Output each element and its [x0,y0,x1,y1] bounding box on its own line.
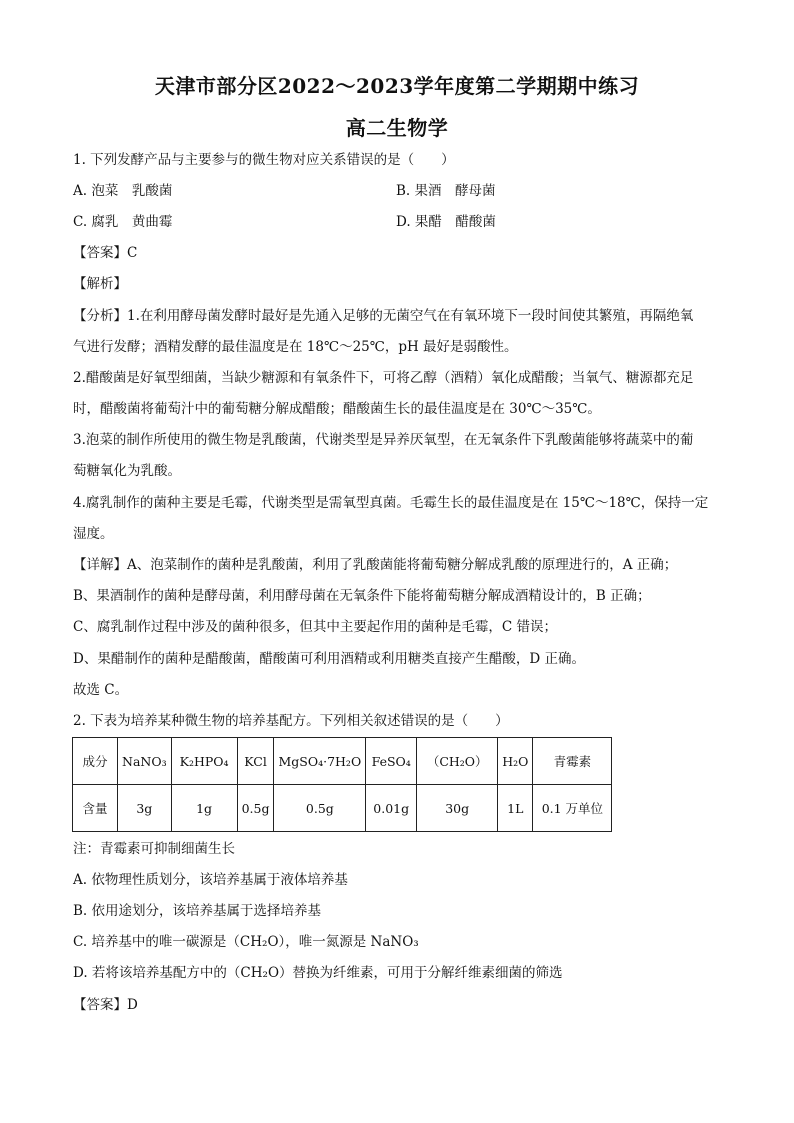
q2-option-c: C. 培养基中的唯一碳源是（CH₂O），唯一氮源是 NaNO₃ [73,934,419,950]
q1-detail-line: 【详解】A、泡菜制作的菌种是乳酸菌，利用了乳酸菌能将葡萄糖分解成乳酸的原理进行的，A 正确； [73,557,678,573]
table-cell: 0.1 万单位 [533,785,612,832]
q1-analysis-line: 时，醋酸菌将葡萄汁中的葡萄糖分解成醋酸；醋酸菌生长的最佳温度是在 30℃～35℃。 [73,401,601,417]
table-header-cell: KCl [237,738,274,785]
q1-analysis-line: 气进行发酵；酒精发酵的最佳温度是在 18℃～25℃，pH 最好是弱酸性。 [73,339,518,355]
table-cell: 30g [417,785,498,832]
document-title: 天津市部分区2022～2023学年度第二学期期中练习 [154,74,640,98]
q1-analysis-line: 3.泡菜的制作所使用的微生物是乳酸菌，代谢类型是异养厌氧型，在无氧条件下乳酸菌能够将蔬菜中的葡 [73,432,694,448]
q1-conclusion: 故选 C。 [73,682,129,698]
table-row [73,738,612,785]
table-header-cell: NaNO₃ [118,738,172,785]
q1-option-a: A. 泡菜 乳酸菌 [73,183,173,199]
document-subtitle: 高二生物学 [345,116,449,140]
q2-answer: 【答案】D [73,997,138,1013]
table-header-cell: FeSO₄ [366,738,417,785]
q1-option-d: D. 果醋 醋酸菌 [396,214,496,230]
q1-analysis-line: 2.醋酸菌是好氧型细菌，当缺少糖源和有氧条件下，可将乙醇（酒精）氧化成醋酸；当氧气、糖源都充足 [73,370,694,386]
q1-option-c: C. 腐乳 黄曲霉 [73,214,173,230]
q2-option-b: B. 依用途划分，该培养基属于选择培养基 [73,903,322,919]
table-cell: 1L [498,785,533,832]
q1-detail-line: B、果酒制作的菌种是酵母菌，利用酵母菌在无氧条件下能将葡萄糖分解成酒精设计的，B 正确； [73,588,651,604]
question-2-stem: 2. 下表为培养某种微生物的培养基配方。下列相关叙述错误的是（ ） [73,713,509,729]
q1-detail-line: D、果醋制作的菌种是醋酸菌，醋酸菌可利用酒精或利用糖类直接产生醋酸，D 正确。 [73,651,585,667]
question-1-stem: 1. 下列发酵产品与主要参与的微生物对应关系错误的是（ ） [73,152,455,168]
q2-table-note: 注：青霉素可抑制细菌生长 [73,841,235,857]
q1-detail-line: C、腐乳制作过程中涉及的菌种很多，但其中主要起作用的菌种是毛霉，C 错误； [73,619,557,635]
q1-analysis-line: 湿度。 [73,526,114,542]
table-cell: 0.01g [366,785,417,832]
table-cell: 0.5g [274,785,366,832]
table-row-label: 含量 [73,785,118,832]
table-header-cell: （CH₂O） [417,738,498,785]
q2-option-d: D. 若将该培养基配方中的（CH₂O）替换为纤维素，可用于分解纤维素细菌的筛选 [73,965,563,981]
culture-medium-table [72,737,612,832]
table-header-cell: K₂HPO₄ [171,738,237,785]
q1-analysis-line: 萄糖氧化为乳酸。 [73,463,181,479]
table-header-cell: H₂O [498,738,533,785]
q1-option-b: B. 果酒 酵母菌 [396,183,496,199]
q2-option-a: A. 依物理性质划分，该培养基属于液体培养基 [73,872,348,888]
table-cell: 0.5g [237,785,274,832]
table-header-cell: 青霉素 [533,738,612,785]
table-row [73,785,612,832]
table-header-cell: MgSO₄·7H₂O [274,738,366,785]
table-cell: 1g [171,785,237,832]
table-cell: 3g [118,785,172,832]
table-row-label: 成分 [73,738,118,785]
q1-analysis-heading: 【解析】 [73,276,127,292]
q1-analysis-line: 4.腐乳制作的菌种主要是毛霉，代谢类型是需氧型真菌。毛霉生长的最佳温度是在 15℃～18℃，保持一定 [73,495,709,511]
q1-analysis-line: 【分析】1.在利用酵母菌发酵时最好是先通入足够的无菌空气在有氧环境下一段时间使其繁殖，再隔绝氧 [73,308,694,324]
q1-answer: 【答案】C [73,245,138,261]
